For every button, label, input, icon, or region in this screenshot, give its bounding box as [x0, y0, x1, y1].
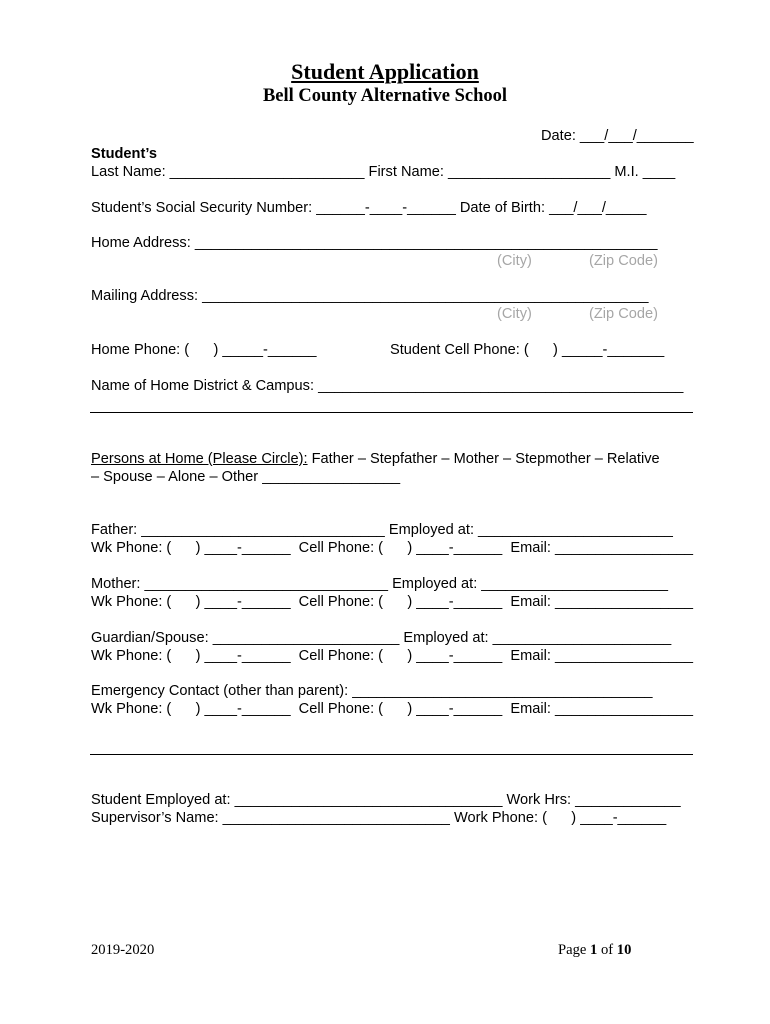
- persons-at-home-options[interactable]: Father – Stepfather – Mother – Stepmother – Relative: [307, 451, 660, 467]
- mother-phone-fields[interactable]: Wk Phone: ( ) ____-______ Cell Phone: ( ) ____-______ Email: _________________: [91, 594, 693, 610]
- guardian-fields[interactable]: Guardian/Spouse: _______________________ Employed at: ______________________: [91, 630, 672, 646]
- guardian-phone-fields[interactable]: Wk Phone: ( ) ____-______ Cell Phone: ( ) ____-______ Email: _________________: [91, 648, 693, 664]
- mailing-address-field[interactable]: Mailing Address: _______________________________________________________: [91, 288, 649, 304]
- supervisor-field[interactable]: Supervisor’s Name: ____________________________ Work Phone: ( ) ____-______: [91, 810, 667, 826]
- page-title: Student Application: [291, 59, 479, 84]
- school-year: 2019-2020: [91, 942, 155, 958]
- student-cell-phone-field[interactable]: Student Cell Phone: ( ) _____-_______: [390, 342, 665, 358]
- mailing-city-hint: (City): [497, 306, 532, 322]
- home-zip-hint: (Zip Code): [589, 253, 658, 269]
- mailing-zip-hint: (Zip Code): [589, 306, 658, 322]
- father-phone-fields[interactable]: Wk Phone: ( ) ____-______ Cell Phone: ( ) ____-______ Email: _________________: [91, 540, 693, 556]
- ssn-dob-fields[interactable]: Student’s Social Security Number: ______-____-______ Date of Birth: ___/___/_____: [91, 200, 647, 216]
- student-employer-field[interactable]: Student Employed at: _________________________________ Work Hrs: _____________: [91, 792, 681, 808]
- home-city-hint: (City): [497, 253, 532, 269]
- emergency-phone-fields[interactable]: Wk Phone: ( ) ____-______ Cell Phone: ( ) ____-______ Email: _________________: [91, 701, 693, 717]
- page-current: 1: [590, 942, 598, 958]
- section-divider-1: [90, 412, 693, 413]
- student-name-fields[interactable]: Last Name: ________________________ First Name: ____________________ M.I. ____: [91, 164, 676, 180]
- home-district-field[interactable]: Name of Home District & Campus: _____________________________________________: [91, 378, 684, 394]
- home-phone-field[interactable]: Home Phone: ( ) _____-______: [91, 342, 317, 358]
- student-heading: Student’s: [91, 146, 157, 162]
- persons-at-home-other[interactable]: – Spouse – Alone – Other _________________: [91, 469, 401, 485]
- mother-fields[interactable]: Mother: ______________________________ Employed at: _______________________: [91, 576, 668, 592]
- home-address-field[interactable]: Home Address: _________________________________________________________: [91, 235, 658, 251]
- school-name: Bell County Alternative School: [262, 86, 508, 106]
- page-mid: of: [597, 942, 617, 958]
- date-field[interactable]: Date: ___/___/_______: [541, 128, 694, 144]
- persons-at-home-label: Persons at Home (Please Circle):: [91, 451, 308, 467]
- section-divider-2: [90, 754, 693, 755]
- emergency-contact-field[interactable]: Emergency Contact (other than parent): _____________________________________: [91, 683, 653, 699]
- father-fields[interactable]: Father: ______________________________ Employed at: ________________________: [91, 522, 673, 538]
- page-total: 10: [616, 942, 632, 958]
- page-number: [558, 942, 631, 959]
- persons-at-home-line: [91, 451, 660, 468]
- page-prefix: Page: [558, 942, 591, 958]
